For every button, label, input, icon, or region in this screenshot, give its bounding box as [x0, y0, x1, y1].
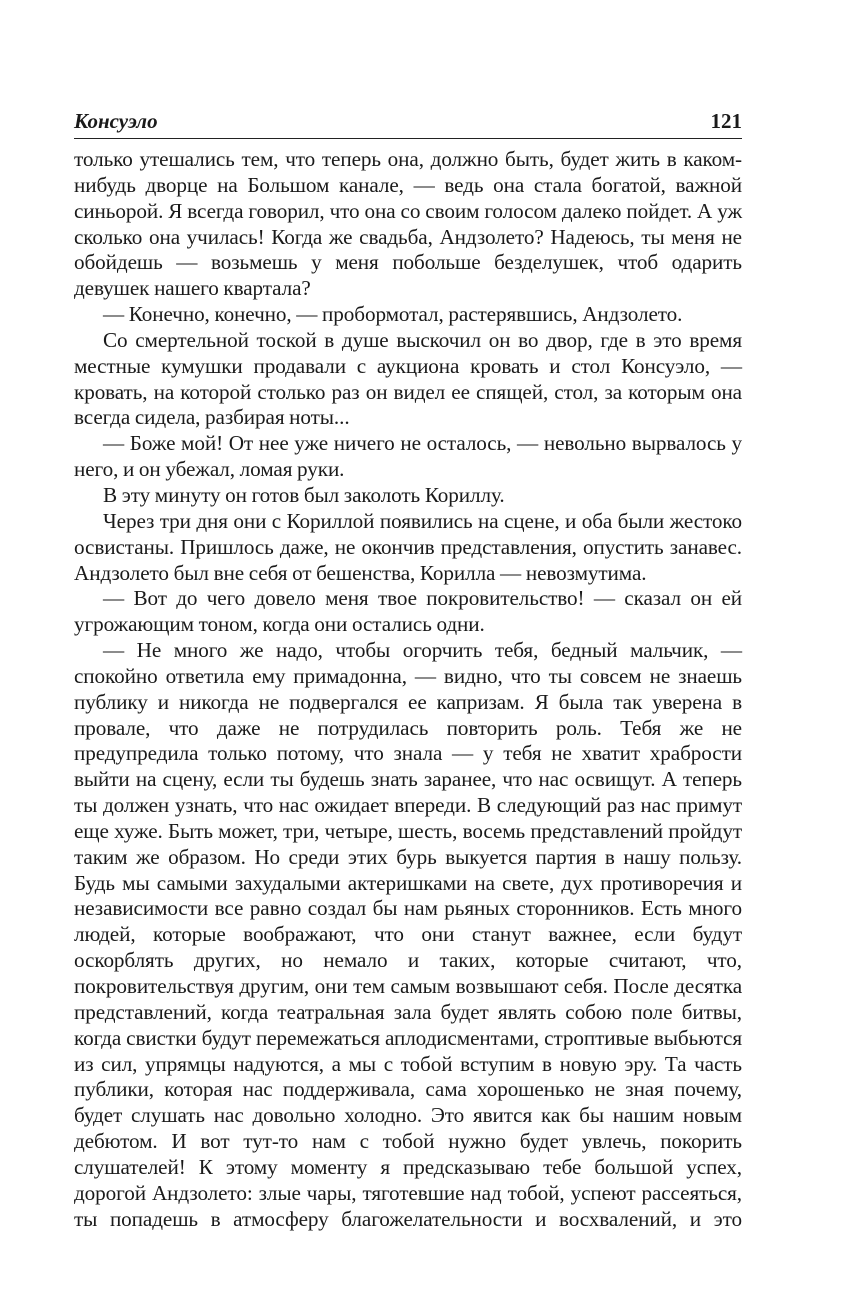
paragraph: Через три дня они с Кориллой появились на сцене, и оба были жестоко освистаны. Пришлось даже, не окончив представления, опустить занавес. Андзолето был вне себя от бешенства, Корилла — невозмутима.	[74, 508, 742, 585]
body-text	[74, 147, 742, 1232]
paragraph: Со смертельной тоской в душе выскочил он во двор, где в это время местные кумушки продавали с аукциона кровать и стол Консуэло, — кровать, на которой столько раз он видел ее спящей, стол, за которым она всегда сидела, разбирая ноты...	[74, 327, 742, 430]
page-number: 121	[710, 109, 742, 133]
paragraph: только утешались тем, что теперь она, должно быть, будет жить в каком-нибудь дворце на Большом канале, — ведь она стала богатой, важной синьорой. Я всегда говорил, что она со своим голосом далеко пойдет. А уж сколько она училась! Когда же свадьба, Андзолето? Надеюсь, ты меня не обойдешь — возьмешь у меня побольше безделушек, чтоб одарить девушек нашего квартала?	[74, 147, 742, 301]
paragraph: — Боже мой! От нее уже ничего не осталось, — невольно вырвалось у него, и он убежал, ломая руки.	[74, 431, 742, 482]
paragraph: — Вот до чего довело меня твое покровительство! — сказал он ей угрожающим тоном, когда они остались одни.	[74, 586, 742, 637]
page-header	[74, 108, 742, 139]
paragraph: — Конечно, конечно, — пробормотал, растерявшись, Андзолето.	[103, 302, 683, 327]
paragraph: — Не много же надо, чтобы огорчить тебя, бедный мальчик, — спокойно ответила ему примадонна, — видно, что ты совсем не знаешь публику и никогда не подвергался ее капризам. Я была так уверена в провале, что даже не потрудилась повторить роль. Тебя же не предупредила только потому, что знала — у тебя не хватит храбрости выйти на сцену, если ты будешь знать заранее, что нас освищут. А теперь ты должен узнать, что нас ожидает впереди. В следующий раз нас примут еще хуже. Быть может, три, четыре, шесть, восемь представлений пройдут таким же образом. Но среди этих бурь выкуется партия в нашу пользу. Будь мы самыми захудалыми актеришками на свете, дух противоречия и независимости все равно создал бы нам рьяных сторонников. Есть много людей, которые воображают, что они станут важнее, если будут оскорблять других, но немало и таких, которые считают, что, покровительствуя другим, они тем самым возвышают себя. После десятка представлений, когда театральная зала будет являть собою поле битвы, когда свистки будут перемежаться аплодисментами, строптивые выбьются из сил, упрямцы надуются, а мы с тобой вступим в новую эру. Та часть публики, которая нас поддерживала, сама хорошенько не зная почему, будет слушать нас довольно холодно. Это явится как бы нашим новым дебютом. И вот тут-то нам с тобой нужно будет увлечь, покорить слушателей! К этому моменту я предсказываю тебе большой успех, дорогой Андзолето: злые чары, тяготевшие над тобой, успеют рассеяться, ты попадешь в атмосферу благожелательности и восхвалений, и это	[74, 638, 742, 1231]
paragraph: В эту минуту он готов был заколоть Кориллу.	[103, 482, 505, 507]
running-title: Консуэло	[74, 109, 158, 133]
book-page	[74, 108, 742, 1232]
